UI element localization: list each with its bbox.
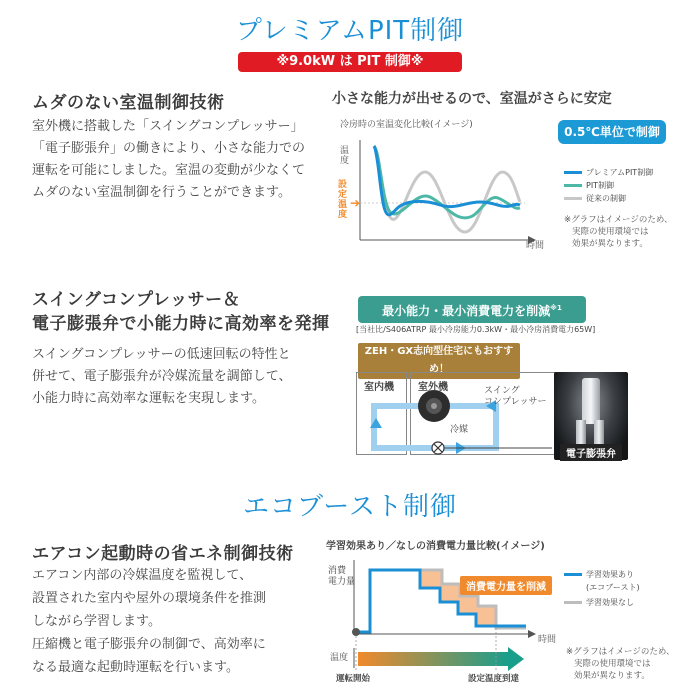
y-label-line: 消費 (328, 566, 347, 576)
swing-label-line: コンプレッサー (484, 397, 547, 407)
legend-no-learning (564, 596, 640, 609)
x-axis-label: 時間 (526, 241, 545, 251)
block1-legend (564, 166, 653, 205)
block3-x-label: 時間 (538, 635, 557, 645)
legend-eco-boost (564, 568, 640, 581)
block2-heading-line: スイングコンプレッサー＆ (32, 290, 241, 310)
section-title-premium-pit: プレミアムPIT制御 (235, 16, 465, 46)
outdoor-unit-label: 室外機 (418, 382, 448, 393)
pit-badge: ※9.0kW は PIT 制御※ (238, 52, 462, 72)
y-label-line: 電力量 (328, 577, 356, 587)
block1-note (564, 214, 673, 250)
legend-label: プレミアムPIT制御 (586, 168, 654, 177)
temp-bar-arrowhead (508, 647, 524, 671)
note-line: ※グラフはイメージのため、 (564, 215, 673, 225)
refrigerant-label: 冷媒 (450, 425, 469, 435)
swing-label-line: スイング (484, 386, 520, 396)
set-temp-label: 設定温度 (338, 180, 348, 220)
block3-body-line: なる最適な起動時運転を行います。 (32, 660, 239, 675)
compressor-shaft (431, 403, 437, 409)
legend-premium-pit (564, 166, 653, 179)
block1-body-line: 運転を可能にしました。室温の変動が少なくて (32, 163, 306, 178)
legend-label: PIT制御 (586, 181, 615, 190)
block3-body-line: エアコン内部の冷媒温度を監視して、 (32, 568, 253, 583)
legend-swatch (564, 573, 582, 576)
legend-label: 学習効果あり (586, 570, 634, 579)
min-power-footnote: ※1 (550, 304, 562, 312)
note-line: 実際の使用環境では (574, 659, 651, 669)
block2-heading-line: 電子膨張弁で小能力時に高効率を発揮 (32, 314, 330, 334)
reach-label: 設定温度到達 (468, 674, 520, 684)
block3-body-line: しながら学習します。 (32, 614, 161, 629)
block1-body (32, 116, 322, 204)
block2-body (32, 344, 332, 410)
legend-eco-boost-sub (564, 581, 640, 594)
block1-chart-caption: 冷房時の室温変化比較(イメージ) (340, 120, 473, 130)
start-label: 運転開始 (336, 674, 371, 684)
indoor-unit-label: 室内機 (364, 382, 394, 393)
block3-legend (564, 568, 640, 609)
note-line: 実際の使用環境では (572, 227, 649, 237)
block2-heading (32, 288, 330, 336)
block3-body (32, 564, 322, 679)
legend-conventional (564, 192, 653, 205)
min-power-label: 最小能力・最小消費電力を削減 (382, 304, 551, 318)
spec-note: [当社比/S406ATRP 最小冷房能力0.3kW・最小冷房消費電力65W] (356, 325, 596, 334)
block3-body-line: 圧縮機と電子膨張弁の制御で、高効率に (32, 637, 266, 652)
min-power-pill (358, 296, 586, 323)
note-line: ※グラフはイメージのため、 (566, 647, 675, 657)
series-premium-pit (374, 146, 520, 215)
room-temp-chart (330, 132, 550, 252)
arrow-right-icon: ➔ (350, 196, 361, 210)
block2-body-line: 併せて、電子膨張弁が冷媒流量を調節して、 (32, 369, 292, 384)
legend-swatch (564, 197, 582, 200)
block1-body-line: 室外機に搭載した「スイングコンプレッサー」 (32, 119, 304, 134)
legend-label: (エコブースト) (586, 583, 640, 592)
series-conventional (374, 146, 520, 232)
valve-label: 電子膨張弁 (560, 444, 622, 461)
temp-label: 温度 (330, 653, 349, 663)
temp-gradient-bar (358, 652, 508, 666)
block3-heading: エアコン起動時の省エネ制御技術 (32, 544, 294, 564)
legend-swatch (564, 184, 582, 187)
valve-body-shape (582, 378, 600, 424)
section-title-eco-boost: エコブースト制御 (243, 492, 457, 522)
note-line: 効果が異なります。 (574, 671, 650, 681)
start-point-marker (352, 628, 360, 636)
block3-note (566, 646, 675, 682)
legend-swatch (564, 601, 582, 604)
block2-body-line: 小能力時に高効率な運転を実現します。 (32, 391, 265, 406)
legend-swatch (564, 171, 582, 174)
block1-body-line: ムダのない室温制御を行うことができます。 (32, 185, 291, 200)
legend-pit (564, 179, 653, 192)
block3-chart-heading: 学習効果あり／なしの消費電力量比較(イメージ) (326, 541, 545, 552)
legend-label: 従来の制御 (586, 194, 626, 203)
half-degree-pill: 0.5℃単位で制御 (558, 120, 666, 144)
y-axis-label: 温度 (340, 146, 350, 166)
block1-body-line: 「電子膨張弁」の働きにより、小さな能力での (32, 141, 306, 156)
reduce-label: 消費電力量を削減 (460, 576, 552, 595)
legend-label: 学習効果なし (586, 598, 634, 607)
swing-compressor-label (484, 386, 547, 408)
zeh-badge: ZEH・GX志向型住宅にもおすすめ！ (358, 343, 520, 379)
block1-chart-heading: 小さな能力が出せるので、室温がさらに安定 (332, 91, 612, 107)
block2-body-line: スイングコンプレッサーの低速回転の特性と (32, 347, 291, 362)
block1-heading: ムダのない室温制御技術 (32, 93, 225, 113)
block3-y-label (328, 566, 355, 588)
note-line: 効果が異なります。 (572, 239, 648, 249)
block3-body-line: 設置された室内や屋外の環境条件を推測 (32, 591, 267, 606)
x-axis-arrow (528, 630, 536, 638)
